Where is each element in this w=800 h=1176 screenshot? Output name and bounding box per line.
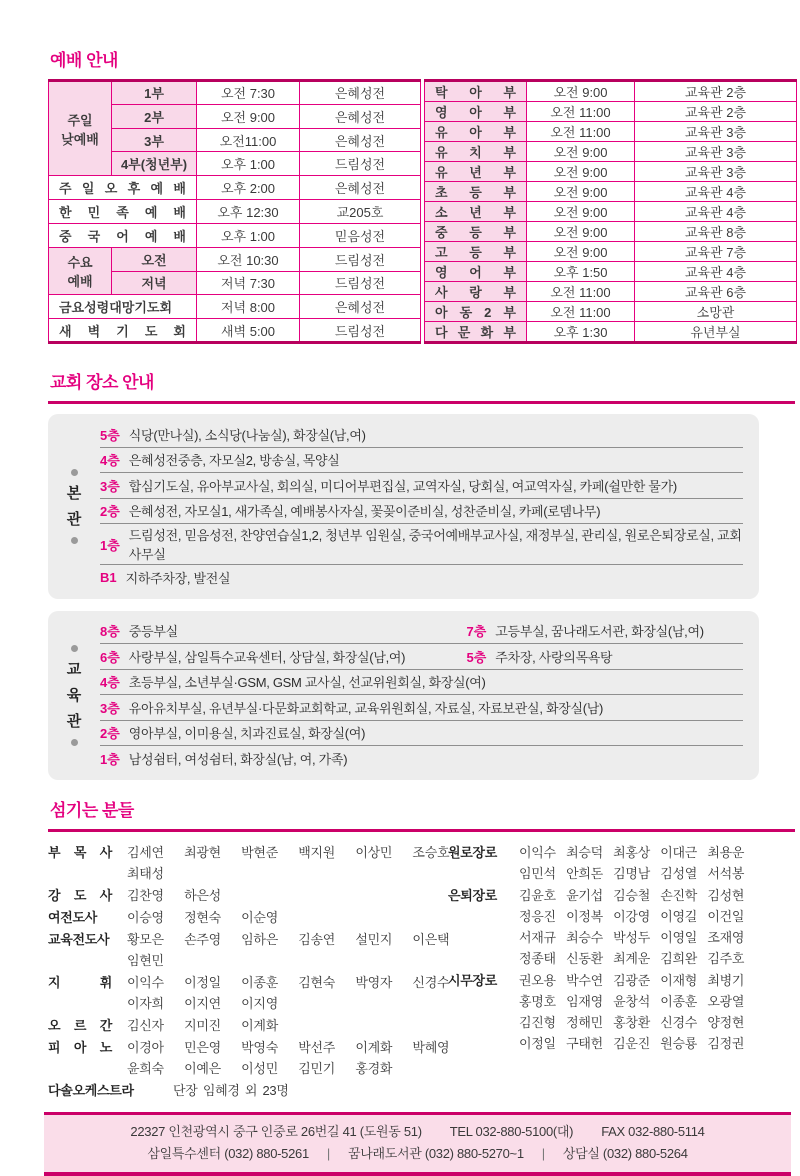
service-place: 믿음성전 bbox=[300, 223, 421, 247]
service-place: 은혜성전 bbox=[300, 104, 421, 128]
dept-time: 오전 11:00 bbox=[527, 102, 635, 122]
dept-place: 교육관 4층 bbox=[635, 182, 797, 202]
table-row bbox=[425, 142, 797, 162]
names-line: 최태성 bbox=[127, 865, 164, 881]
names-line: 단장 임혜경 외 23명 bbox=[173, 1082, 289, 1098]
role-label: 강 도 사 bbox=[48, 887, 112, 903]
dept-place: 교육관 3층 bbox=[635, 122, 797, 142]
floor-row bbox=[100, 473, 743, 499]
floor-rooms: 식당(만나실), 소식당(나눔실), 화장실(남,여) bbox=[128, 427, 366, 443]
names-line: 이자희 이지연 이지영 bbox=[127, 995, 278, 1011]
dept-time: 오전 9:00 bbox=[527, 242, 635, 262]
service-place: 드림성전 bbox=[300, 247, 421, 271]
section-divider bbox=[48, 401, 795, 404]
table-row bbox=[49, 223, 421, 247]
service-time: 저녁 7:30 bbox=[197, 271, 300, 295]
role-label: 원로장로 bbox=[448, 844, 498, 860]
worship-tables bbox=[48, 79, 795, 344]
floor-label: 1층 bbox=[100, 752, 120, 768]
servant-group bbox=[448, 842, 795, 884]
names-line: 이익수 이정일 이종훈 김현숙 박영자 신경수 bbox=[127, 974, 450, 990]
table-row bbox=[49, 295, 421, 319]
names-line: 윤희숙 이예은 이성민 김민기 홍경화 bbox=[127, 1060, 393, 1076]
table-row bbox=[49, 176, 421, 200]
floor-pair-row bbox=[100, 619, 743, 645]
dept-place: 교육관 6층 bbox=[635, 282, 797, 302]
floor-label: 5층 bbox=[100, 427, 120, 443]
dept-time: 오전 9:00 bbox=[527, 142, 635, 162]
servant-group bbox=[48, 972, 450, 1014]
dept-time: 오전 11:00 bbox=[527, 282, 635, 302]
education-building-label: 교 육 관 bbox=[48, 619, 100, 772]
service-name: 한 민 족 예 배 bbox=[49, 200, 197, 224]
service-place: 드림성전 bbox=[300, 152, 421, 176]
service-part: 4부(청년부) bbox=[112, 152, 197, 176]
names-line: 이익수 최승덕 최홍상 이대근 최용운 bbox=[519, 844, 745, 860]
table-row bbox=[425, 202, 797, 222]
service-part: 3부 bbox=[112, 128, 197, 152]
role-label: 부 목 사 bbox=[48, 844, 112, 860]
service-part: 저녁 bbox=[112, 271, 197, 295]
floor-rooms: 영아부실, 이미용실, 치과진료실, 화장실(여) bbox=[128, 726, 366, 742]
separator: | bbox=[326, 1145, 330, 1161]
role-label: 피 아 노 bbox=[48, 1039, 112, 1055]
service-time: 오후 1:00 bbox=[197, 223, 300, 247]
dept-time: 오전 11:00 bbox=[527, 302, 635, 322]
dept-time: 오전 9:00 bbox=[527, 222, 635, 242]
servant-group bbox=[48, 1080, 440, 1101]
table-row bbox=[425, 302, 797, 322]
floor-rooms: 초등부실, 소년부실·GSM, GSM 교사실, 선교위원회실, 화장실(여) bbox=[128, 675, 486, 691]
service-place: 교205호 bbox=[300, 200, 421, 224]
service-place: 드림성전 bbox=[300, 271, 421, 295]
role-label: 여전도사 bbox=[48, 909, 98, 925]
servant-group bbox=[448, 970, 795, 1054]
servant-group bbox=[48, 885, 440, 906]
floor-label: 6층 bbox=[100, 649, 120, 665]
service-name: 중 국 어 예 배 bbox=[49, 223, 197, 247]
service-place: 은혜성전 bbox=[300, 295, 421, 319]
service-time: 오후 2:00 bbox=[197, 176, 300, 200]
names-line: 김찬영 하은성 bbox=[127, 887, 221, 903]
floor-label: 7층 bbox=[466, 624, 487, 640]
dept-time: 오전 9:00 bbox=[527, 202, 635, 222]
footer-address-line bbox=[44, 1121, 791, 1143]
main-building-panel bbox=[48, 414, 759, 599]
wednesday-service-group-label: 수요 예배 bbox=[49, 247, 112, 295]
names-line: 임민석 안희돈 김명남 김성열 서석봉 bbox=[519, 865, 745, 881]
servants-lists bbox=[48, 842, 795, 1102]
bullet-dot bbox=[71, 537, 78, 544]
service-part: 2부 bbox=[112, 104, 197, 128]
table-row bbox=[425, 262, 797, 282]
names-line: 홍명호 임재영 윤창석 이종훈 오광열 bbox=[519, 993, 745, 1009]
dept-name: 아 동 2 부 bbox=[425, 302, 527, 322]
dept-time: 오전 9:00 bbox=[527, 162, 635, 182]
table-row bbox=[425, 122, 797, 142]
names-line: 김세연 최광현 박현준 백지원 이상민 조승호 bbox=[127, 844, 450, 860]
dept-name: 탁 아 부 bbox=[425, 81, 527, 102]
floor-rooms: 은혜성전, 자모실1, 새가족실, 예배봉사자실, 꽃꽂이준비실, 성찬준비실, 카페(로뎀나무) bbox=[128, 504, 601, 520]
names-line: 김진형 정해민 홍창환 신경수 양정현 bbox=[519, 1014, 745, 1030]
floor-label: 8층 bbox=[100, 624, 120, 640]
service-time: 오전 10:30 bbox=[197, 247, 300, 271]
servant-group bbox=[48, 1015, 440, 1036]
role-label: 지 휘 bbox=[48, 974, 112, 990]
floor-label: 2층 bbox=[100, 726, 120, 742]
service-name: 새 벽 기 도 회 bbox=[49, 319, 197, 343]
table-row bbox=[425, 242, 797, 262]
footer-contact-band bbox=[44, 1112, 791, 1176]
dept-name: 중 등 부 bbox=[425, 222, 527, 242]
service-time: 오전11:00 bbox=[197, 128, 300, 152]
role-label: 시무장로 bbox=[448, 972, 498, 988]
dept-name: 소 년 부 bbox=[425, 202, 527, 222]
floor-label: 3층 bbox=[100, 700, 120, 716]
dept-place: 교육관 3층 bbox=[635, 142, 797, 162]
floor-rooms: 주차장, 사랑의목욕탕 bbox=[495, 649, 613, 665]
floor-rooms: 고등부실, 꿈나래도서관, 화장실(남,여) bbox=[495, 624, 704, 640]
floor-label: B1 bbox=[100, 570, 117, 586]
bullet-dot bbox=[71, 469, 78, 476]
floor-rooms: 중등부실 bbox=[128, 624, 178, 640]
table-row bbox=[49, 319, 421, 343]
floor-pair-row bbox=[100, 644, 743, 670]
floor-row bbox=[100, 422, 743, 448]
bullet-dot bbox=[71, 739, 78, 746]
table-row bbox=[49, 247, 421, 271]
role-label: 오 르 간 bbox=[48, 1017, 112, 1033]
dept-place: 교육관 2층 bbox=[635, 81, 797, 102]
section-divider bbox=[48, 829, 795, 832]
servants-section-title: 섬기는 분들 bbox=[50, 800, 134, 820]
service-place: 은혜성전 bbox=[300, 128, 421, 152]
floor-label: 4층 bbox=[100, 453, 120, 469]
footer-fax: FAX 032-880-5114 bbox=[601, 1123, 705, 1139]
names-line: 권오용 박수연 김광준 이재형 최병기 bbox=[519, 972, 745, 988]
worship-section-title: 예배 안내 bbox=[50, 51, 118, 70]
sunday-service-group-label: 주일 낮예배 bbox=[49, 81, 112, 176]
role-label: 교육전도사 bbox=[48, 931, 110, 947]
table-row bbox=[425, 222, 797, 242]
dept-name: 유 년 부 bbox=[425, 162, 527, 182]
places-section-title: 교회 장소 안내 bbox=[50, 373, 154, 392]
floor-label: 2층 bbox=[100, 504, 120, 520]
dept-name: 다 문 화 부 bbox=[425, 322, 527, 343]
floor-row bbox=[100, 448, 743, 474]
floor-rooms: 합심기도실, 유아부교사실, 회의실, 미디어부편집실, 교역자실, 당회실, 여교역자실, 카페(쉴만한 물가) bbox=[128, 478, 677, 494]
dept-name: 고 등 부 bbox=[425, 242, 527, 262]
service-place: 드림성전 bbox=[300, 319, 421, 343]
education-building-panel bbox=[48, 611, 759, 780]
footer-center-2: 꿈나래도서관 (032) 880-5270~1 bbox=[347, 1145, 524, 1161]
dept-place: 교육관 4층 bbox=[635, 202, 797, 222]
service-name: 금요성령대망기도회 bbox=[49, 295, 197, 319]
service-part: 오전 bbox=[112, 247, 197, 271]
dept-time: 오후 1:50 bbox=[527, 262, 635, 282]
names-line: 황모은 손주영 임하은 김송연 설민지 이은택 bbox=[127, 931, 450, 947]
names-line: 임현민 bbox=[127, 952, 164, 968]
bullet-dot bbox=[71, 645, 78, 652]
table-row bbox=[425, 102, 797, 122]
table-row bbox=[49, 200, 421, 224]
table-row bbox=[425, 81, 797, 102]
service-place: 은혜성전 bbox=[300, 81, 421, 105]
names-line: 이경아 민은영 박영숙 박선주 이계화 박혜영 bbox=[127, 1039, 450, 1055]
role-label: 다솔오케스트라 bbox=[48, 1082, 134, 1098]
footer-center-1: 삼일특수센터 (032) 880-5261 bbox=[147, 1145, 309, 1161]
footer-tel: TEL 032-880-5100(대) bbox=[449, 1123, 574, 1139]
dept-name: 사 랑 부 bbox=[425, 282, 527, 302]
service-part: 1부 bbox=[112, 81, 197, 105]
floor-label: 1층 bbox=[100, 537, 120, 553]
separator: | bbox=[541, 1145, 545, 1161]
servant-group bbox=[48, 929, 450, 971]
service-time: 저녁 8:00 bbox=[197, 295, 300, 319]
floor-rooms: 사랑부실, 삼일특수교육센터, 상담실, 화장실(남,여) bbox=[128, 649, 406, 665]
servant-group bbox=[448, 885, 795, 969]
table-row bbox=[425, 162, 797, 182]
service-time: 오후 1:00 bbox=[197, 152, 300, 176]
floor-row bbox=[100, 524, 743, 565]
floor-label: 4층 bbox=[100, 675, 120, 691]
dept-name: 영 아 부 bbox=[425, 102, 527, 122]
floor-rooms: 은혜성전중층, 자모실2, 방송실, 목양실 bbox=[128, 453, 340, 469]
names-line: 이정일 구태헌 김운진 원승룡 김정권 bbox=[519, 1035, 745, 1051]
dept-name: 영 어 부 bbox=[425, 262, 527, 282]
dept-name: 유 아 부 bbox=[425, 122, 527, 142]
dept-place: 소망관 bbox=[635, 302, 797, 322]
worship-table-departments bbox=[424, 79, 797, 344]
role-label: 은퇴장로 bbox=[448, 887, 498, 903]
floor-label: 3층 bbox=[100, 478, 120, 494]
service-time: 오후 12:30 bbox=[197, 200, 300, 224]
floor-rooms: 남성쉼터, 여성쉼터, 화장실(남, 여, 가족) bbox=[128, 752, 348, 768]
dept-name: 초 등 부 bbox=[425, 182, 527, 202]
main-building-label: 본 관 bbox=[48, 422, 100, 591]
service-time: 오전 9:00 bbox=[197, 104, 300, 128]
names-line: 정응진 이정복 이강영 이영길 이건일 bbox=[519, 908, 745, 924]
service-time: 오전 7:30 bbox=[197, 81, 300, 105]
servant-group bbox=[48, 842, 450, 884]
service-place: 은혜성전 bbox=[300, 176, 421, 200]
table-row bbox=[425, 322, 797, 343]
dept-name: 유 치 부 bbox=[425, 142, 527, 162]
floor-row bbox=[100, 499, 743, 525]
floor-row bbox=[100, 670, 743, 696]
servant-group bbox=[48, 1037, 450, 1079]
names-line: 김신자 지미진 이계화 bbox=[127, 1017, 278, 1033]
names-line: 이승영 정현숙 이순영 bbox=[127, 909, 278, 925]
dept-place: 교육관 3층 bbox=[635, 162, 797, 182]
floor-rooms: 지하주차장, 발전실 bbox=[125, 571, 231, 587]
floor-row bbox=[100, 721, 743, 747]
names-line: 정종태 신동환 최계운 김희완 김주호 bbox=[519, 950, 745, 966]
service-time: 새벽 5:00 bbox=[197, 319, 300, 343]
footer-address: 22327 인천광역시 중구 인중로 26번길 41 (도원동 51) bbox=[130, 1123, 422, 1139]
floor-rooms: 유아유치부실, 유년부실·다문화교회학교, 교육위원회실, 자료실, 자료보관실, 화장실(남) bbox=[128, 700, 604, 716]
dept-time: 오후 1:30 bbox=[527, 322, 635, 343]
dept-time: 오전 9:00 bbox=[527, 81, 635, 102]
dept-place: 교육관 2층 bbox=[635, 102, 797, 122]
dept-time: 오전 9:00 bbox=[527, 182, 635, 202]
table-row bbox=[49, 81, 421, 105]
floor-row bbox=[100, 695, 743, 721]
dept-place: 교육관 8층 bbox=[635, 222, 797, 242]
floor-label: 5층 bbox=[466, 649, 487, 665]
table-row bbox=[425, 182, 797, 202]
floor-rooms: 드림성전, 믿음성전, 찬양연습실1,2, 청년부 임원실, 중국어예배부교사실, 재정부실, 관리실, 원로은퇴장로실, 교회사무실 bbox=[128, 528, 742, 562]
dept-place: 교육관 4층 bbox=[635, 262, 797, 282]
names-line: 서재규 최승수 박성두 이영일 조재영 bbox=[519, 929, 745, 945]
worship-table-main bbox=[48, 79, 421, 344]
service-name: 주 일 오 후 예 배 bbox=[49, 176, 197, 200]
names-line: 김윤호 윤기섭 김승철 손진학 김성현 bbox=[519, 887, 745, 903]
servant-group bbox=[48, 907, 440, 928]
table-row bbox=[425, 282, 797, 302]
dept-time: 오전 11:00 bbox=[527, 122, 635, 142]
dept-place: 유년부실 bbox=[635, 322, 797, 343]
footer-center-3: 상담실 (032) 880-5264 bbox=[562, 1145, 688, 1161]
floor-row bbox=[100, 746, 743, 772]
footer-centers-line bbox=[44, 1143, 791, 1165]
dept-place: 교육관 7층 bbox=[635, 242, 797, 262]
floor-row bbox=[100, 565, 743, 591]
